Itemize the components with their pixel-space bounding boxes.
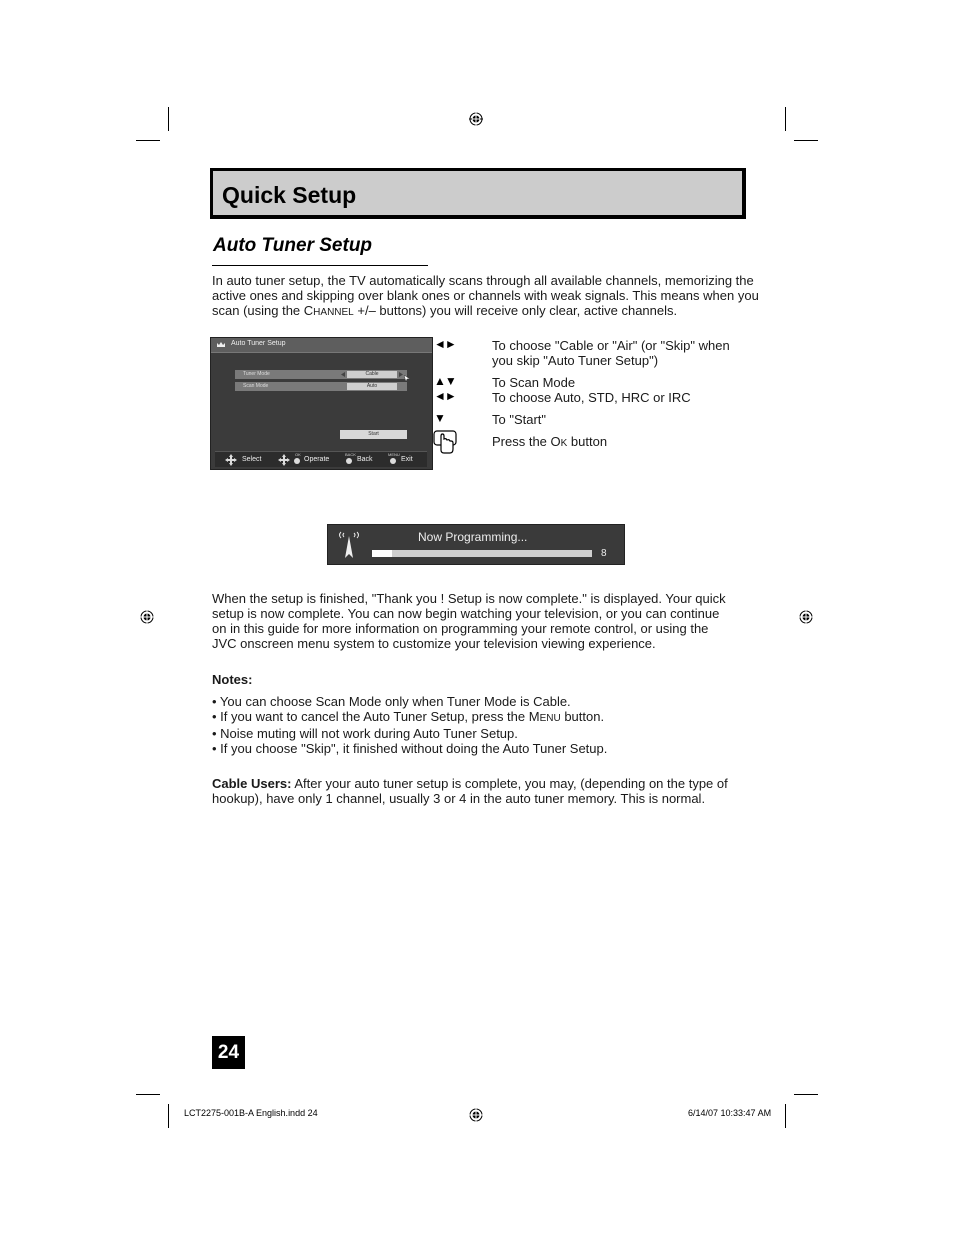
- crop-mark: [136, 140, 160, 141]
- finish-line: When the setup is finished, "Thank you ! Setup is now complete." is displayed. Your quick: [212, 591, 726, 606]
- tv-menu-row-scan-mode[interactable]: [235, 382, 407, 391]
- menu-button-icon: [390, 458, 396, 464]
- crop-mark: [136, 1094, 160, 1095]
- intro-paragraph: [212, 273, 759, 320]
- footer-ok-small: OK: [295, 452, 301, 457]
- tv-menu-row-label: Scan Mode: [243, 383, 269, 389]
- arrow-up-down-icon: ▲▼: [434, 374, 456, 388]
- cable-label: Cable Users:: [212, 776, 292, 791]
- intro-line: In auto tuner setup, the TV automatically scans through all available channels, memorizing the: [212, 273, 754, 288]
- instruction-text: [492, 434, 607, 451]
- finish-line: JVC onscreen menu system to customize your television viewing experience.: [212, 636, 656, 651]
- tv-menu-row-value: Auto: [347, 383, 397, 390]
- instruction-text: To choose "Cable or "Air" (or "Skip" when: [492, 338, 730, 353]
- crop-mark: [785, 107, 786, 131]
- instruction-step-3: [492, 412, 546, 427]
- page-number: 24: [212, 1036, 245, 1069]
- arrow-right-icon: [399, 372, 403, 377]
- slug-file: LCT2275-001B-A English.indd 24: [184, 1108, 318, 1118]
- intro-line: active ones and skipping over blank ones or channels with weak signals. This means when you: [212, 288, 759, 303]
- section-rule: [212, 265, 428, 266]
- arrow-left-icon: [341, 372, 345, 377]
- page-title: Quick Setup: [222, 182, 357, 208]
- intro-smallcaps: HANNEL: [313, 307, 354, 318]
- registration-mark-icon: [140, 610, 154, 624]
- list-item: • Noise muting will not work during Auto Tuner Setup.: [212, 726, 518, 741]
- list-item: • If you choose "Skip", it finished without doing the Auto Tuner Setup.: [212, 741, 608, 756]
- intro-text: +/– buttons) you will receive only clear, active channels.: [353, 303, 678, 318]
- cable-text: After your auto tuner setup is complete, you may, (depending on the type of: [291, 776, 728, 791]
- list-item-smallcaps: ENU: [539, 713, 561, 724]
- registration-mark-icon: [469, 112, 483, 126]
- dpad-icon: [278, 454, 290, 466]
- crop-mark: [785, 1104, 786, 1128]
- tv-menu-footer: [215, 451, 427, 467]
- progress-track: [372, 550, 592, 557]
- menu-crown-icon: [216, 341, 226, 349]
- crop-mark: [794, 140, 818, 141]
- instruction-step-2: [492, 375, 691, 405]
- hand-press-icon: [433, 430, 457, 454]
- intro-line: [212, 303, 759, 320]
- tv-menu-title: Auto Tuner Setup: [231, 340, 286, 347]
- section-title: Auto Tuner Setup: [213, 235, 373, 256]
- list-item-text: button.: [560, 709, 605, 724]
- antenna-icon: [337, 530, 361, 558]
- cable-line: hookup), have only 1 channel, usually 3 or 4 in the auto tuner memory. This is normal.: [212, 791, 706, 806]
- footer-menu-small: MENU: [388, 452, 400, 457]
- progress-fill: [372, 550, 392, 557]
- now-programming-title: Now Programming...: [418, 530, 528, 544]
- arrow-left-right-icon: ◄►: [434, 389, 456, 403]
- finish-paragraph: [212, 591, 726, 651]
- page-header: [210, 168, 746, 219]
- registration-mark-icon: [469, 1108, 483, 1122]
- tv-menu-start-button[interactable]: Start: [340, 430, 407, 439]
- list-item: [212, 709, 607, 726]
- notes-title: Notes:: [212, 672, 253, 687]
- instruction-text-part: button: [567, 434, 608, 449]
- footer-select-label: Select: [242, 456, 262, 463]
- instruction-text-part: Press the O: [492, 434, 561, 449]
- instruction-step-4: [492, 434, 607, 451]
- cursor-pointer-icon: [404, 375, 410, 382]
- tv-menu-header: [211, 338, 432, 353]
- now-programming-panel: [327, 524, 625, 565]
- instruction-step-1: [492, 338, 730, 368]
- cable-users-paragraph: [212, 776, 728, 806]
- footer-back-label: Back: [357, 456, 373, 463]
- footer-back-small: BACK: [345, 452, 356, 457]
- tv-menu-row-value: Cable: [347, 371, 397, 378]
- tv-menu-screen: [210, 337, 433, 470]
- arrow-left-right-icon: ◄►: [434, 337, 456, 351]
- ok-button-icon: [294, 458, 300, 464]
- instruction-smallcaps: K: [560, 438, 568, 449]
- cable-line: [212, 776, 728, 791]
- tv-menu-row-tuner-mode[interactable]: [235, 370, 407, 379]
- arrow-down-icon: ▼: [434, 411, 445, 425]
- crop-mark: [794, 1094, 818, 1095]
- notes-list: [212, 694, 607, 756]
- footer-operate-label: Operate: [304, 456, 330, 463]
- list-item-text: • If you want to cancel the Auto Tuner Setup, press the M: [212, 709, 540, 724]
- intro-text: scan (using the C: [212, 303, 314, 318]
- back-button-icon: [346, 458, 352, 464]
- crop-mark: [168, 107, 169, 131]
- registration-mark-icon: [799, 610, 813, 624]
- dpad-icon: [225, 454, 237, 466]
- tv-menu-row-label: Tuner Mode: [243, 371, 270, 377]
- list-item: • You can choose Scan Mode only when Tuner Mode is Cable.: [212, 694, 571, 709]
- instruction-text: you skip "Auto Tuner Setup"): [492, 353, 659, 368]
- crop-mark: [168, 1104, 169, 1128]
- instruction-text: To "Start": [492, 412, 547, 427]
- finish-line: setup is now complete. You can now begin watching your television, or you can continue: [212, 606, 720, 621]
- footer-exit-label: Exit: [401, 456, 413, 463]
- channel-number: 8: [601, 548, 607, 559]
- instruction-text: To choose Auto, STD, HRC or IRC: [492, 390, 691, 405]
- slug-date: 6/14/07 10:33:47 AM: [688, 1108, 772, 1118]
- instruction-text: To Scan Mode: [492, 375, 576, 390]
- finish-line: on in this guide for more information on programming your remote control, or using the: [212, 621, 709, 636]
